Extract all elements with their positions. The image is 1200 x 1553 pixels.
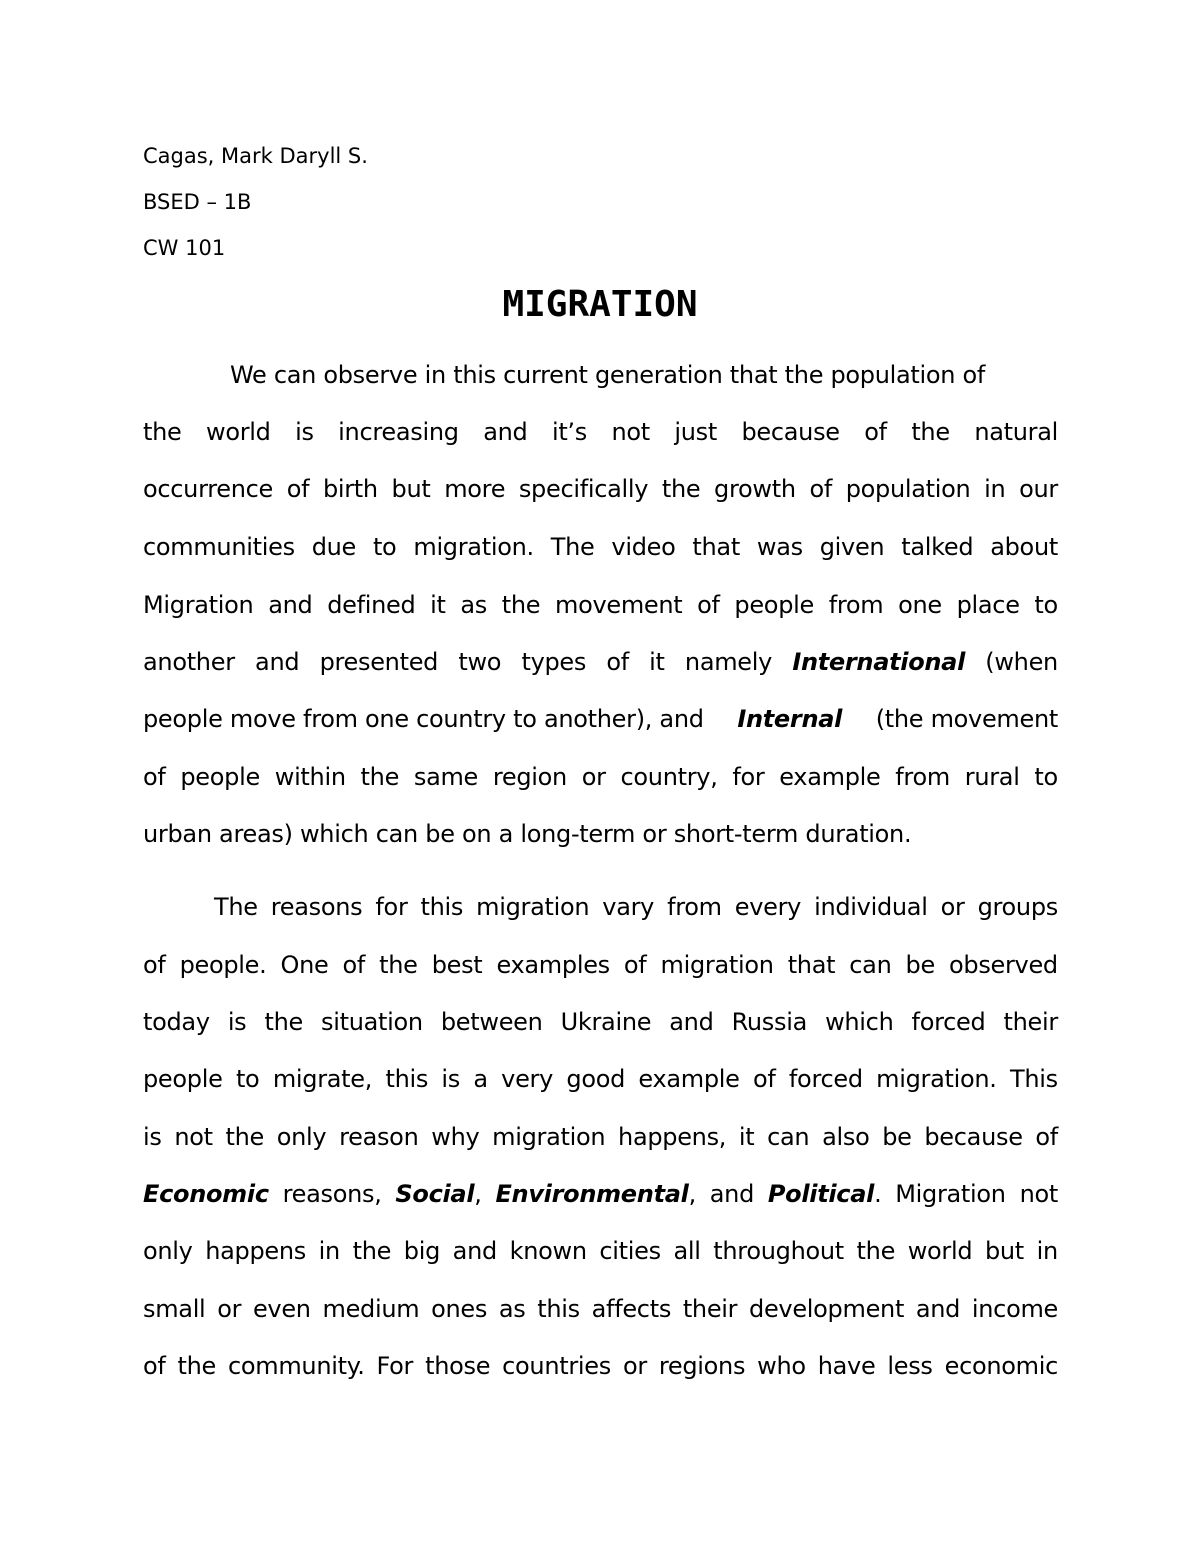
word: for [375,893,408,921]
word: namely [684,648,773,676]
word: be [905,951,935,979]
paragraph-1-line-4 [143,527,1058,567]
word: people [143,1065,223,1093]
word: in [318,1237,340,1265]
word: the [264,1008,303,1036]
word: forced [911,1008,986,1036]
paragraph-1-line-7-end: (the movement [875,705,1058,733]
word: or [581,763,606,791]
word: affects [591,1295,672,1323]
paragraph-1-line-1: We can observe in this current generation that the population of [230,361,986,389]
word: given [819,533,885,561]
word: the [911,418,950,446]
word: the [225,1123,264,1151]
word: or [940,893,965,921]
paragraph-2-line-8 [143,1289,1058,1329]
word: community. [227,1352,365,1380]
paragraph-2-line-7 [143,1231,1058,1271]
word: known [509,1237,587,1265]
paragraph-2-line-3 [143,1002,1058,1042]
word: medium [322,1295,420,1323]
word: same [413,763,479,791]
word: migrate, [272,1065,373,1093]
paragraph-1-line-2 [143,412,1058,452]
word: as [498,1295,526,1323]
word: countries [502,1352,611,1380]
word: of [143,763,166,791]
word: the [379,951,418,979]
word: situation [321,1008,423,1036]
word: not [611,418,650,446]
word: One [280,951,329,979]
word: best [431,951,483,979]
course-code: CW 101 [143,236,226,260]
word: defined [327,591,416,619]
word: and [915,1295,961,1323]
word: the [352,1237,392,1265]
word: the [360,763,400,791]
word: be [882,1123,912,1151]
word: this [537,1295,580,1323]
term-environmental: Environmental [495,1180,689,1208]
word: as [460,591,488,619]
paragraph-1-line-3 [143,469,1058,509]
word: the [143,418,182,446]
word: income [971,1295,1058,1323]
word: talked [901,533,974,561]
word: of [286,475,310,503]
word: migration [492,1123,606,1151]
word: birth [322,475,378,503]
word: happens, [618,1123,727,1151]
word: observed [949,951,1058,979]
word: those [425,1352,491,1380]
word: migration [476,893,590,921]
word: regions [658,1352,746,1380]
word: Ukraine [560,1008,652,1036]
paragraph-1-line-9: urban areas) which can be on a long-term or short-term duration. [143,820,912,848]
word: migration. [413,533,534,561]
word: only [143,1237,193,1265]
word: only [276,1123,327,1151]
paragraph-2-line-1 [214,887,1058,927]
word: groups [977,893,1058,921]
word: can [767,1123,810,1151]
word: world [206,418,271,446]
word: is [295,418,314,446]
paragraph-2-line-4 [143,1059,1058,1099]
word: the [856,1237,896,1265]
word: to [235,1065,260,1093]
word: who [757,1352,806,1380]
word: but [984,1237,1024,1265]
word: between [440,1008,543,1036]
word: individual [814,893,928,921]
word: not [174,1123,213,1151]
word: a [473,1065,488,1093]
word: today [143,1008,210,1036]
word: migration. [876,1065,997,1093]
word: it [649,648,665,676]
word: because [924,1123,1023,1151]
word: for [732,763,765,791]
term-social: Social [395,1180,475,1208]
word: and [268,591,313,619]
author-name: Cagas, Mark Daryll S. [143,144,368,168]
word: types [521,648,587,676]
word: why [431,1123,480,1151]
word: This [1010,1065,1058,1093]
word: just [674,418,717,446]
word: good [566,1065,626,1093]
word: their [1003,1008,1058,1036]
word: because [741,418,840,446]
word: from [895,763,950,791]
word: big [403,1237,441,1265]
word: very [501,1065,554,1093]
word: of [143,951,166,979]
word: about [990,533,1058,561]
word-reasons: reasons, [282,1180,382,1208]
word: movement [554,591,683,619]
word: and [255,648,300,676]
word: ones [431,1295,488,1323]
word: specifically [518,475,649,503]
word: The [214,893,258,921]
word: example [638,1065,740,1093]
term-international: International [792,648,965,676]
word: have [817,1352,876,1380]
word: migration [660,951,774,979]
word: in [1036,1237,1058,1265]
word: reason [339,1123,419,1151]
paragraph-1-line-7 [143,699,1058,739]
word: two [458,648,502,676]
word: communities [143,533,295,561]
word: place [956,591,1020,619]
word-migration: Migration [895,1180,1006,1208]
paragraph-1-line-5 [143,585,1058,625]
term-political: Political [767,1180,875,1208]
word: or [217,1295,242,1323]
word: of [752,1065,776,1093]
word: people [734,591,814,619]
word: For [376,1352,414,1380]
word: The [550,533,595,561]
word: and [452,1237,497,1265]
word: every [734,893,802,921]
word: the [661,475,701,503]
word: of [809,475,832,503]
word: but [391,475,431,503]
word: less [887,1352,933,1380]
word: even [252,1295,311,1323]
word: of [606,648,629,676]
word: this [420,893,464,921]
word: Migration [143,591,254,619]
word: all [673,1237,701,1265]
word: and [669,1008,714,1036]
word: reasons [270,893,363,921]
paragraph-1-line-8 [143,757,1058,797]
word: the [501,591,541,619]
word: more [444,475,506,503]
word: happens [205,1237,307,1265]
word: can [849,951,892,979]
word: that [787,951,836,979]
word: region [492,763,567,791]
word: was [756,533,803,561]
word: it [738,1123,755,1151]
paragraph-2-line-9 [143,1346,1058,1386]
word: of [697,591,720,619]
word: of [143,1352,166,1380]
word-not: not [1019,1180,1058,1208]
word: forced [788,1065,863,1093]
word: examples [496,951,610,979]
word: and [483,418,528,446]
word: of [864,418,887,446]
word: small [143,1295,206,1323]
word: rural [964,763,1020,791]
word: in [984,475,1006,503]
word-and: and [709,1180,755,1208]
word: to [372,533,397,561]
word: vary [602,893,655,921]
word: within [274,763,346,791]
word: video [611,533,676,561]
word: population [845,475,971,503]
word: it [430,591,446,619]
paragraph-2-line-6: Economic reasons, Social, Environmental, and Political. Migration not [143,1174,1058,1214]
word: which [825,1008,894,1036]
word: their [682,1295,738,1323]
term-internal: Internal [737,705,843,733]
word: due [311,533,357,561]
word: the [177,1352,217,1380]
word: is [143,1123,162,1151]
word: to [1034,763,1058,791]
word: increasing [338,418,459,446]
word: also [822,1123,870,1151]
page-title: MIGRATION [502,284,698,325]
section-label: BSED – 1B [143,190,252,214]
word: world [907,1237,973,1265]
paragraph-1-line-6 [143,642,1058,682]
word: our [1019,475,1058,503]
word: it’s [551,418,587,446]
word: country, [620,763,718,791]
paragraph-1-line-7-start: people move from one country to another), and [143,705,704,733]
word: economic [944,1352,1058,1380]
word: is [227,1008,247,1036]
word: this [385,1065,429,1093]
word: another [143,648,235,676]
word: natural [974,418,1058,446]
term-economic: Economic [143,1180,269,1208]
paragraph-2-line-5 [143,1117,1058,1157]
word: that [692,533,740,561]
word: is [441,1065,460,1093]
word: example [779,763,881,791]
word: of [1035,1123,1058,1151]
word: people. [179,951,267,979]
word: Russia [731,1008,807,1036]
word: presented [319,648,439,676]
word: to [1034,591,1058,619]
word: throughout [713,1237,844,1265]
word: of [623,951,647,979]
word: development [749,1295,905,1323]
word: or [622,1352,647,1380]
word: people [180,763,260,791]
word: cities [599,1237,661,1265]
word: growth [714,475,796,503]
word: one [898,591,942,619]
word: occurrence [143,475,274,503]
word: from [828,591,884,619]
paragraph-1-line-6-end: (when [985,648,1058,676]
word: of [342,951,366,979]
paragraph-2-line-2 [143,945,1058,985]
word: from [667,893,722,921]
